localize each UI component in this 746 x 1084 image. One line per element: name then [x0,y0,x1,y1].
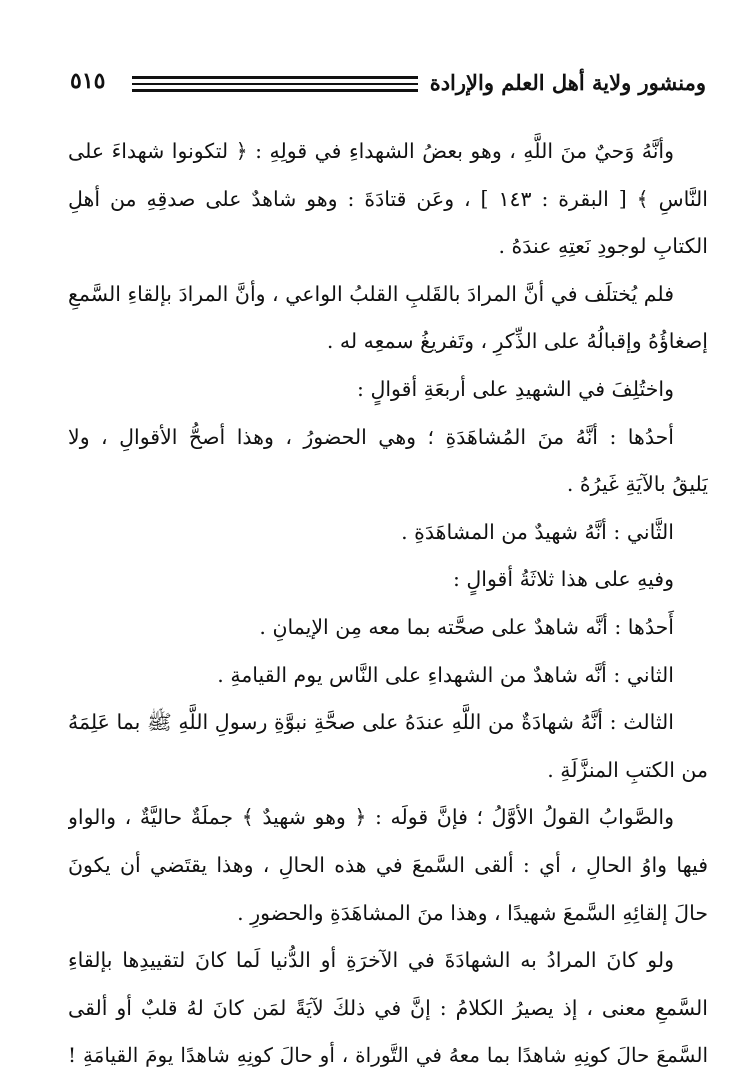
text-line-13: الثالث : أنَّهُ شهادَةٌ من اللَّهِ عندَهُ على صحَّةِ نبوَّةِ رسولِ اللَّهِ ﷺ بما عَلِمَهُ [68,710,674,735]
text-line-11: أَحدُها : أنَّه شاهدٌ على صحَّته بما معه مِن الإيمانِ . [259,614,674,639]
text-line-18: ولو كانَ المرادُ به الشهادَةَ في الآخرَةِ أو الدُّنيا لَما كانَ لتقييدِها بإلقاءِ [68,948,674,973]
text-line-19: السَّمعِ معنى ، إذ يصيرُ الكلامُ : إنَّ في ذلكَ لآيَةً لمَن كانَ لهُ قلبٌ أو ألقى [68,995,708,1020]
text-line-16: فيها واوُ الحالِ ، أي : ألقى السَّمعَ في هذه الحالِ ، وهذا يقتَضي أن يكونَ [68,852,708,877]
header-rule-line-top [132,76,418,79]
page-header [70,66,706,106]
running-title: ومنشور ولاية أهل العلم والإرادة [429,70,706,95]
text-line-7: أحدُها : أنَّهُ منَ المُشاهَدَةِ ؛ وهي الحضورُ ، وهذا أصحُّ الأقوالِ ، ولا [68,424,674,449]
text-line-6: واختُلِفَ في الشهيدِ على أربعَةِ أقوالٍ : [357,376,674,401]
text-line-12: الثاني : أنَّه شاهدٌ من الشهداءِ على النَّاس يوم القيامةِ . [217,662,674,687]
text-line-4: فلم يُختلَف في أنَّ المرادَ بالقَلبِ القلبُ الواعي ، وأنَّ المرادَ بإلقاءِ السَّمعِ [68,281,674,306]
text-line-14: من الكتبِ المنزَّلَةِ . [547,757,708,782]
header-rule-line-bottom [132,89,418,92]
header-rule-line-middle [132,83,418,85]
text-line-20: السَّمعَ حالَ كونِهِ شاهدًا بما معهُ في التَّوراة ، أو حالَ كونِهِ شاهدًا يومَ القيامَةِ ! [68,1043,708,1068]
text-line-3: الكتابِ لوجودِ نَعتِهِ عندَهُ . [498,234,708,259]
text-line-15: والصَّوابُ القولُ الأوَّلُ ؛ فإنَّ قولَه : ﴿ وهو شهيدٌ ﴾ جملَةٌ حاليَّةٌ ، والواو [68,805,674,830]
text-line-17: حالَ إلقائِهِ السَّمعَ شهيدًا ، وهذا منَ المشاهَدَةِ والحضورِ . [237,900,708,925]
text-line-2: النَّاسِ ﴾ [ البقرة : ١٤٣ ] ، وعَن قتادَةَ : وهو شاهدٌ على صدقِهِ من أهلِ [68,186,708,211]
text-line-1: وأنَّهُ وَحيٌ منَ اللَّهِ ، وهو بعضُ الشهداءِ في قولِهِ : ﴿ لتكونوا شهداءَ على [68,139,674,163]
text-line-9: الثَّاني : أنَّهُ شهيدٌ من المشاهَدَةِ . [401,519,674,544]
header-rule [132,76,418,96]
page-number: ٥١٥ [70,68,106,94]
text-line-10: وفيهِ على هذا ثلاثَةُ أقوالٍ : [452,567,674,592]
body-text [68,128,708,1080]
text-line-5: إصغاؤُهُ وإقبالُهُ على الذِّكرِ ، وتَفريغُ سمعِه له . [326,329,708,354]
text-line-8: يَليقُ بالآيَةِ غَيرُهُ . [566,472,708,497]
